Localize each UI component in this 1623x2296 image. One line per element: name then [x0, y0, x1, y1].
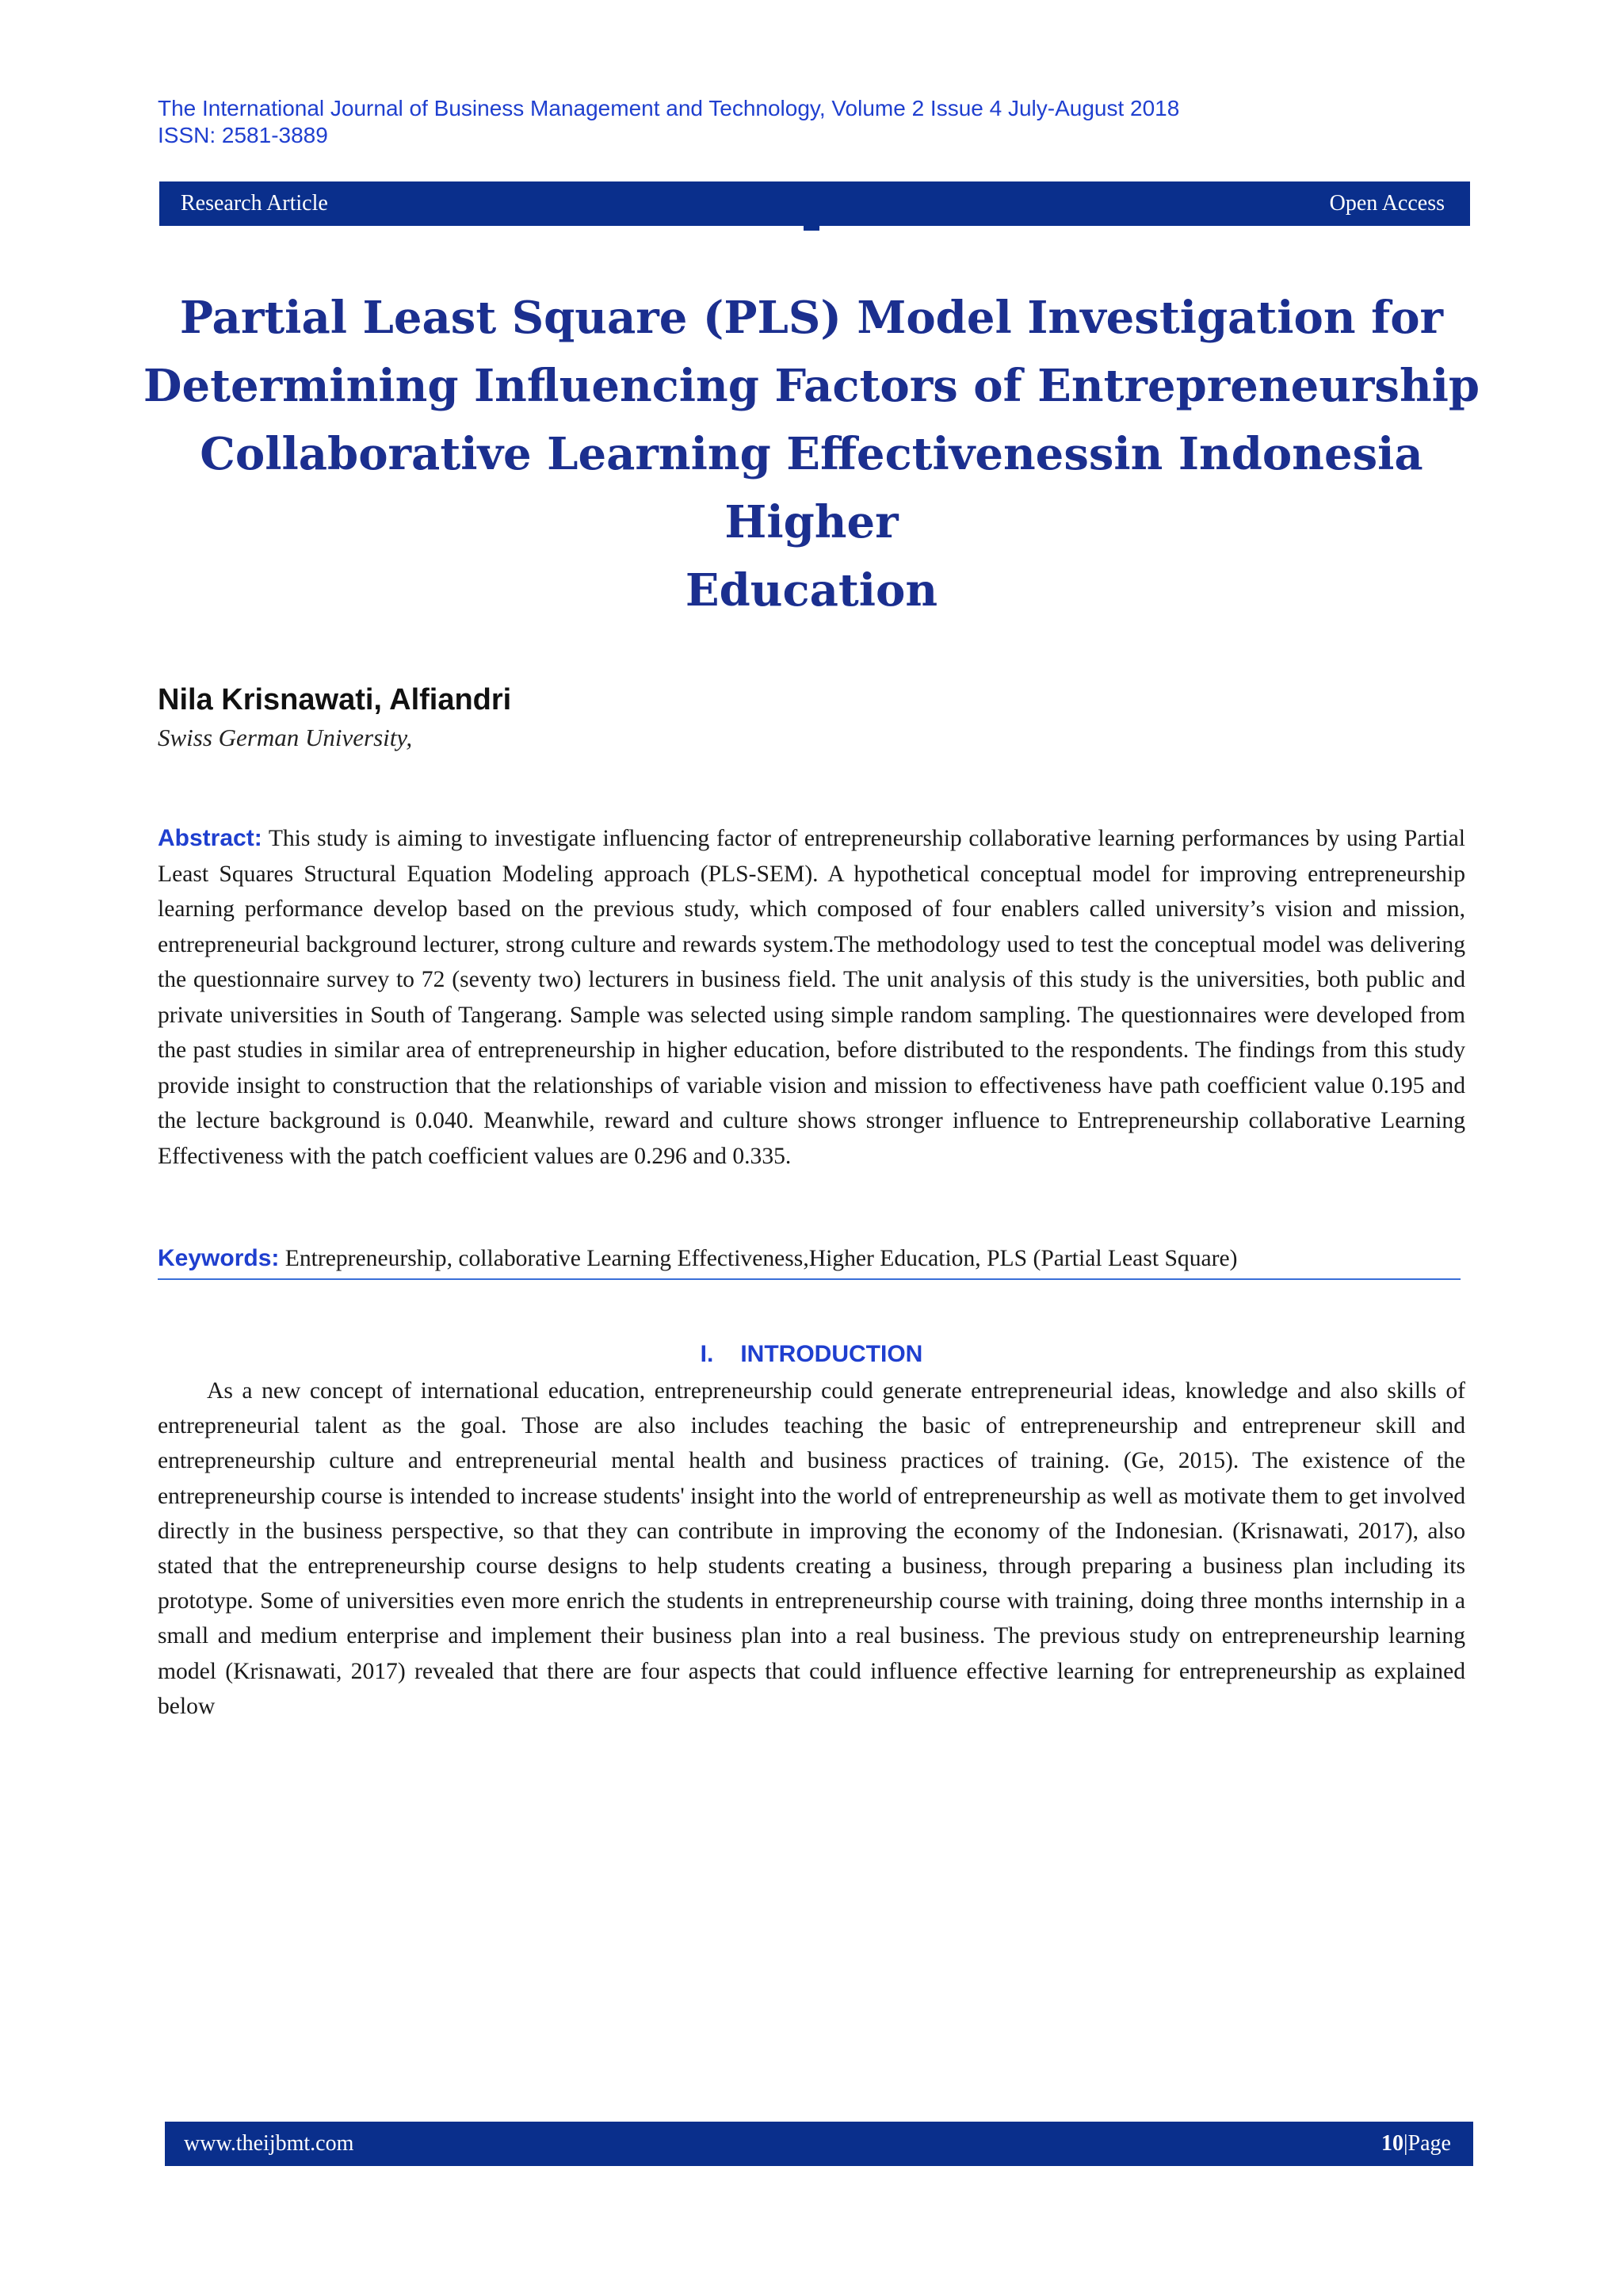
page-number [1381, 2131, 1451, 2157]
article-type-label: Research Article [181, 191, 328, 216]
author-names: Nila Krisnawati, Alfiandri [158, 683, 512, 716]
title-line-1: Partial Least Square (PLS) Model Investigation for [179, 292, 1444, 344]
open-access-label: Open Access [1329, 191, 1445, 216]
article-type-bar [159, 181, 1470, 226]
title-line-2: Determining Influencing Factors of Entrepreneurship [143, 360, 1480, 412]
keywords [158, 1241, 1457, 1276]
author-affiliation: Swiss German University, [158, 724, 413, 751]
abstract [158, 821, 1465, 1174]
journal-citation-line: The International Journal of Business Management and Technology, Volume 2 Issue 4 July-August 2018 [158, 96, 1180, 120]
introduction-paragraph: As a new concept of international education, entrepreneurship could generate entrepreneurial ideas, knowledge and also skills of entrepreneurial talent as the goal. Those are also includes teaching the basic of entrepreneurship and entrepreneur skill and entrepreneurship culture and entrepreneurial mental health and business practices of training. (Ge, 2015). The existence of the entrepreneurship course is intended to increase students' insight into the world of entrepreneurship as well as motivate them to get involved directly in the business perspective, so that they can contribute in improving the economy of the Indonesian. (Krisnawati, 2017), also stated that the entrepreneurship course designs to help students creating a business, through preparing a business plan including its prototype. Some of universities even more enrich the students in entrepreneurship course with training, doing three months internship in a small and medium enterprise and implement their business plan into a real business. The previous study on entrepreneurship learning model (Krisnawati, 2017) revealed that there are four aspects that could influence effective learning for entrepreneurship as explained below [158, 1378, 1465, 1719]
bar-tick-mark [804, 226, 819, 231]
keywords-label: Keywords: [158, 1245, 280, 1271]
section-number: I. [700, 1341, 714, 1367]
journal-header [158, 95, 1179, 149]
keywords-text: Entrepreneurship, collaborative Learning Effectiveness,Higher Education, PLS (Partial Least Square) [285, 1246, 1238, 1271]
page-number-value: 10 [1381, 2131, 1403, 2156]
paper-title [143, 284, 1480, 625]
title-line-4: Education [685, 564, 938, 617]
keywords-divider [158, 1278, 1461, 1280]
abstract-label: Abstract: [158, 825, 262, 851]
section-heading-introduction [0, 1341, 1623, 1368]
footer-website: www.theijbmt.com [184, 2131, 354, 2156]
page-footer [165, 2122, 1473, 2166]
page-label: |Page [1403, 2131, 1451, 2156]
abstract-text: This study is aiming to investigate influencing factor of entrepreneurship collaborative learning performances by using Partial Least Squares Structural Equation Modeling approach (PLS-SEM). A hypothetical conceptual model for improving entrepreneurship learning performance develop based on the previous study, which composed of four enablers called university’s vision and mission, entrepreneurial background lecturer, strong culture and rewards system.The methodology used to test the conceptual model was delivering the questionnaire survey to 72 (seventy two) lecturers in business field. The unit analysis of this study is the universities, both public and private universities in South of Tangerang. Sample was selected using simple random sampling. The questionnaires were developed from the past studies in similar area of entrepreneurship in higher education, before distributed to the respondents. The findings from this study provide insight to construction that the relationships of variable vision and mission to effectiveness have path coefficient value 0.195 and the lecture background is 0.040. Meanwhile, reward and culture shows stronger influence to Entrepreneurship collaborative Learning Effectiveness with the patch coefficient values are 0.296 and 0.335. [158, 826, 1465, 1169]
section-title: INTRODUCTION [740, 1341, 923, 1367]
title-line-3: Collaborative Learning Effectivenessin Indonesia Higher [200, 428, 1423, 548]
issn-line: ISSN: 2581-3889 [158, 123, 328, 147]
